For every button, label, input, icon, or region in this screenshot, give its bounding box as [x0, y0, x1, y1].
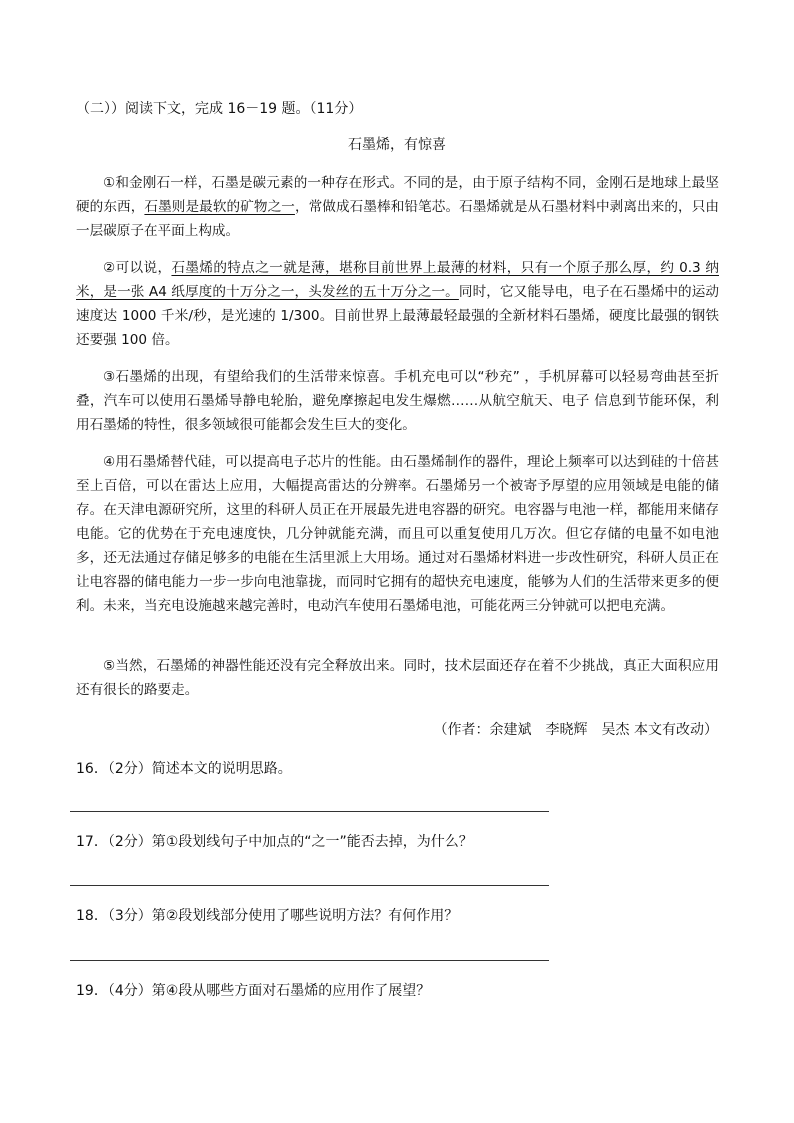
author-credit: （作者：余建斌 李晓辉 吴杰 本文有改动）	[433, 722, 718, 738]
paragraph-2-text: ②可以说，	[103, 260, 172, 276]
answer-line-18[interactable]	[70, 960, 549, 961]
paragraph-3: ③石墨烯的出现，有望给我们的生活带来惊喜。手机充电可以“秒充” ，手机屏幕可以轻易弯曲甚至折叠，汽车可以使用石墨烯导静电轮胎，避免摩擦起电发生爆燃……从航空航天、电子 信息到节能环保，利用石墨烯的特性，很多领域很可能都会发生巨大的变化。	[76, 369, 719, 433]
paragraph-5: ⑤当然，石墨烯的神器性能还没有完全释放出来。同时，技术层面还存在着不少挑战，真正大面积应用还有很长的路要走。	[76, 658, 719, 698]
answer-line-16[interactable]	[70, 811, 549, 812]
paragraph-1-underlined-sentence: 石墨则是最软的矿物之一	[144, 199, 295, 215]
paragraph-1-text-rest: ，常做成石墨棒和铅笔芯。石墨烯就是从石墨材料中剥离出来的，只由一层碳原子在平面上构成。	[76, 199, 720, 239]
question-17: 17．（2分）第①段划线句子中加点的“之一”能否去掉，为什么？	[76, 834, 473, 850]
paragraph-1-text: ①和金刚石一样，石墨是碳元素的一种存在形式。不同的是，由于原子结构不同，金刚石是地球上最坚硬的东西，	[76, 175, 719, 215]
paragraph-4: ④用石墨烯替代硅，可以提高电子芯片的性能。由石墨烯制作的器件，理论上频率可以达到硅的十倍甚至上百倍，可以在雷达上应用，大幅提高雷达的分辨率。石墨烯另一个被寄予厚望的应用领域是电能的储存。在天津电源研究所，这里的科研人员正在开展最先进电容器的研究。电容器与电池一样，都能用来储存电能。它的优势在于充电速度快，几分钟就能充满，而且可以重复使用几万次。但它存储的电量不如电池多，还无法通过存储足够多的电能在生活里派上大用场。通过对石墨烯材料进一步改性研究，科研人员正在让电容器的储电能力一步一步向电池靠拢，而同时它拥有的超快充电速度，能够为人们的生活带来更多的便利。未来，当充电设施越来越完善时，电动汽车使用石墨烯电池，可能花两三分钟就可以把电充满。	[76, 454, 719, 614]
question-19: 19．（4分）第④段从哪些方面对石墨烯的应用作了展望？	[76, 983, 431, 999]
article-title: 石墨烯，有惊喜	[348, 137, 446, 153]
answer-line-17[interactable]	[70, 885, 549, 886]
paragraph-2-text-rest: 同时，它又能导电，电子在石墨烯中的运动速度达 1000 千米/秒，是光速的 1/300。目前世界上最薄最轻最强的全新材料石墨烯，硬度比最强的钢铁还要强 100 倍。	[76, 284, 720, 348]
paragraph-2-underlined-passage: 石墨烯的特点之一就是薄，堪称目前世界上最薄的材料，只有一个原子那么厚，约 0.3 纳米，是一张 A4 纸厚度的十万分之一，头发丝的五十万分之一。	[76, 260, 719, 300]
question-18: 18．（3分）第②段划线部分使用了哪些说明方法？有何作用？	[76, 908, 459, 924]
question-16: 16．（2分）简述本文的说明思路。	[76, 761, 292, 777]
paragraph-2	[76, 256, 719, 352]
paragraph-1	[76, 171, 719, 243]
section-intro: （二））阅读下文，完成 16－19 题。（11分）	[76, 101, 363, 117]
